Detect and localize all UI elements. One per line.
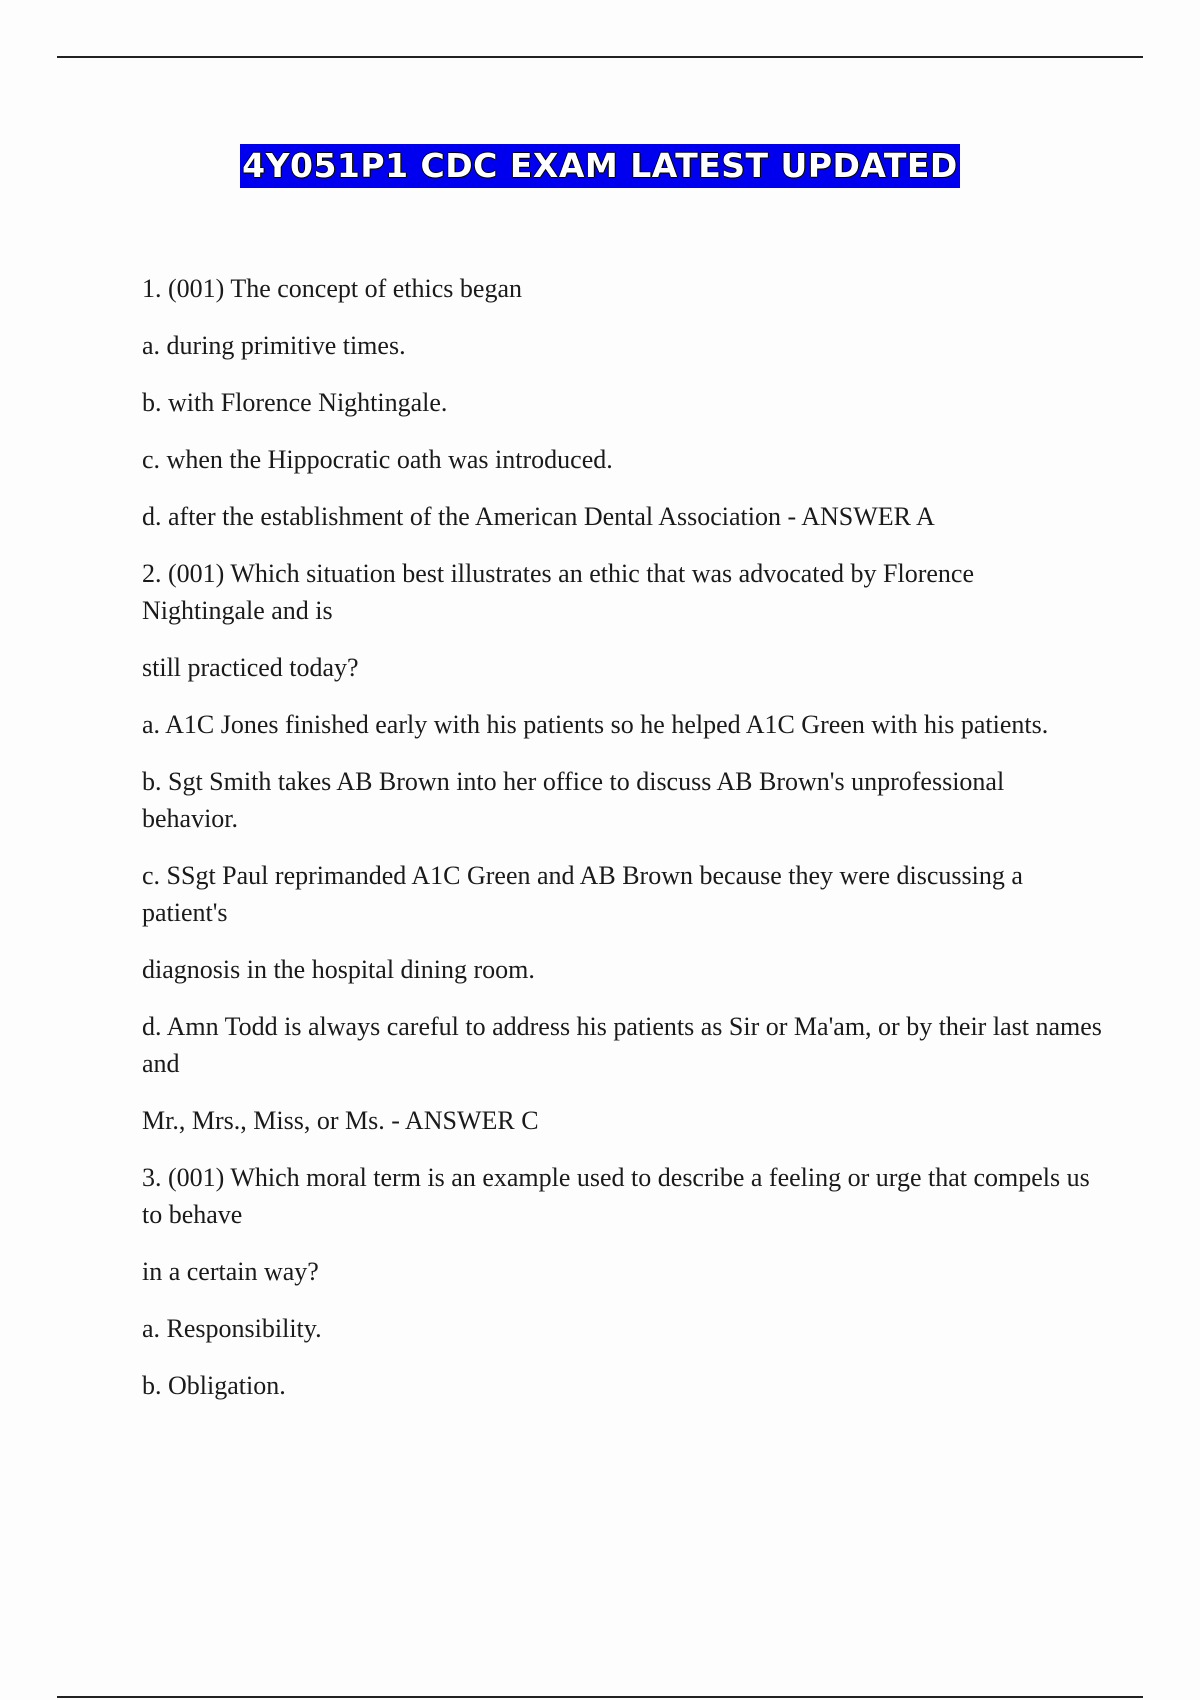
document-title: 4Y051P1 CDC EXAM LATEST UPDATED [240,144,960,188]
question-2-stem: 2. (001) Which situation best illustrates an ethic that was advocated by Florence Nightingale and is [142,559,975,625]
question-3-stem-continued: in a certain way? [142,1257,319,1286]
question-1-option-c: c. when the Hippocratic oath was introduced. [142,445,613,474]
question-2-option-a: a. A1C Jones finished early with his patients so he helped A1C Green with his patients. [142,710,1049,739]
title-container [0,144,1200,188]
question-2-option-d: d. Amn Todd is always careful to address his patients as Sir or Ma'am, or by their last names and [142,1012,1102,1078]
question-2-option-d-continued: Mr., Mrs., Miss, or Ms. - ANSWER C [142,1106,539,1135]
question-1-option-a: a. during primitive times. [142,331,406,360]
question-3-option-a: a. Responsibility. [142,1314,322,1343]
question-1-option-d: d. after the establishment of the American Dental Association - ANSWER A [142,502,935,531]
question-2-stem-continued: still practiced today? [142,653,359,682]
question-2-option-c-continued: diagnosis in the hospital dining room. [142,955,535,984]
top-rule [57,56,1143,58]
question-3-option-b: b. Obligation. [142,1371,286,1400]
question-2-option-c: c. SSgt Paul reprimanded A1C Green and AB Brown because they were discussing a patient's [142,861,1023,927]
question-3-stem: 3. (001) Which moral term is an example used to describe a feeling or urge that compels us to behave [142,1163,1090,1229]
question-1-stem: 1. (001) The concept of ethics began [142,274,522,303]
question-1-option-b: b. with Florence Nightingale. [142,388,448,417]
question-2-option-b: b. Sgt Smith takes AB Brown into her office to discuss AB Brown's unprofessional behavior. [142,767,1005,833]
bottom-rule [57,1696,1143,1698]
question-list [142,270,1102,1424]
